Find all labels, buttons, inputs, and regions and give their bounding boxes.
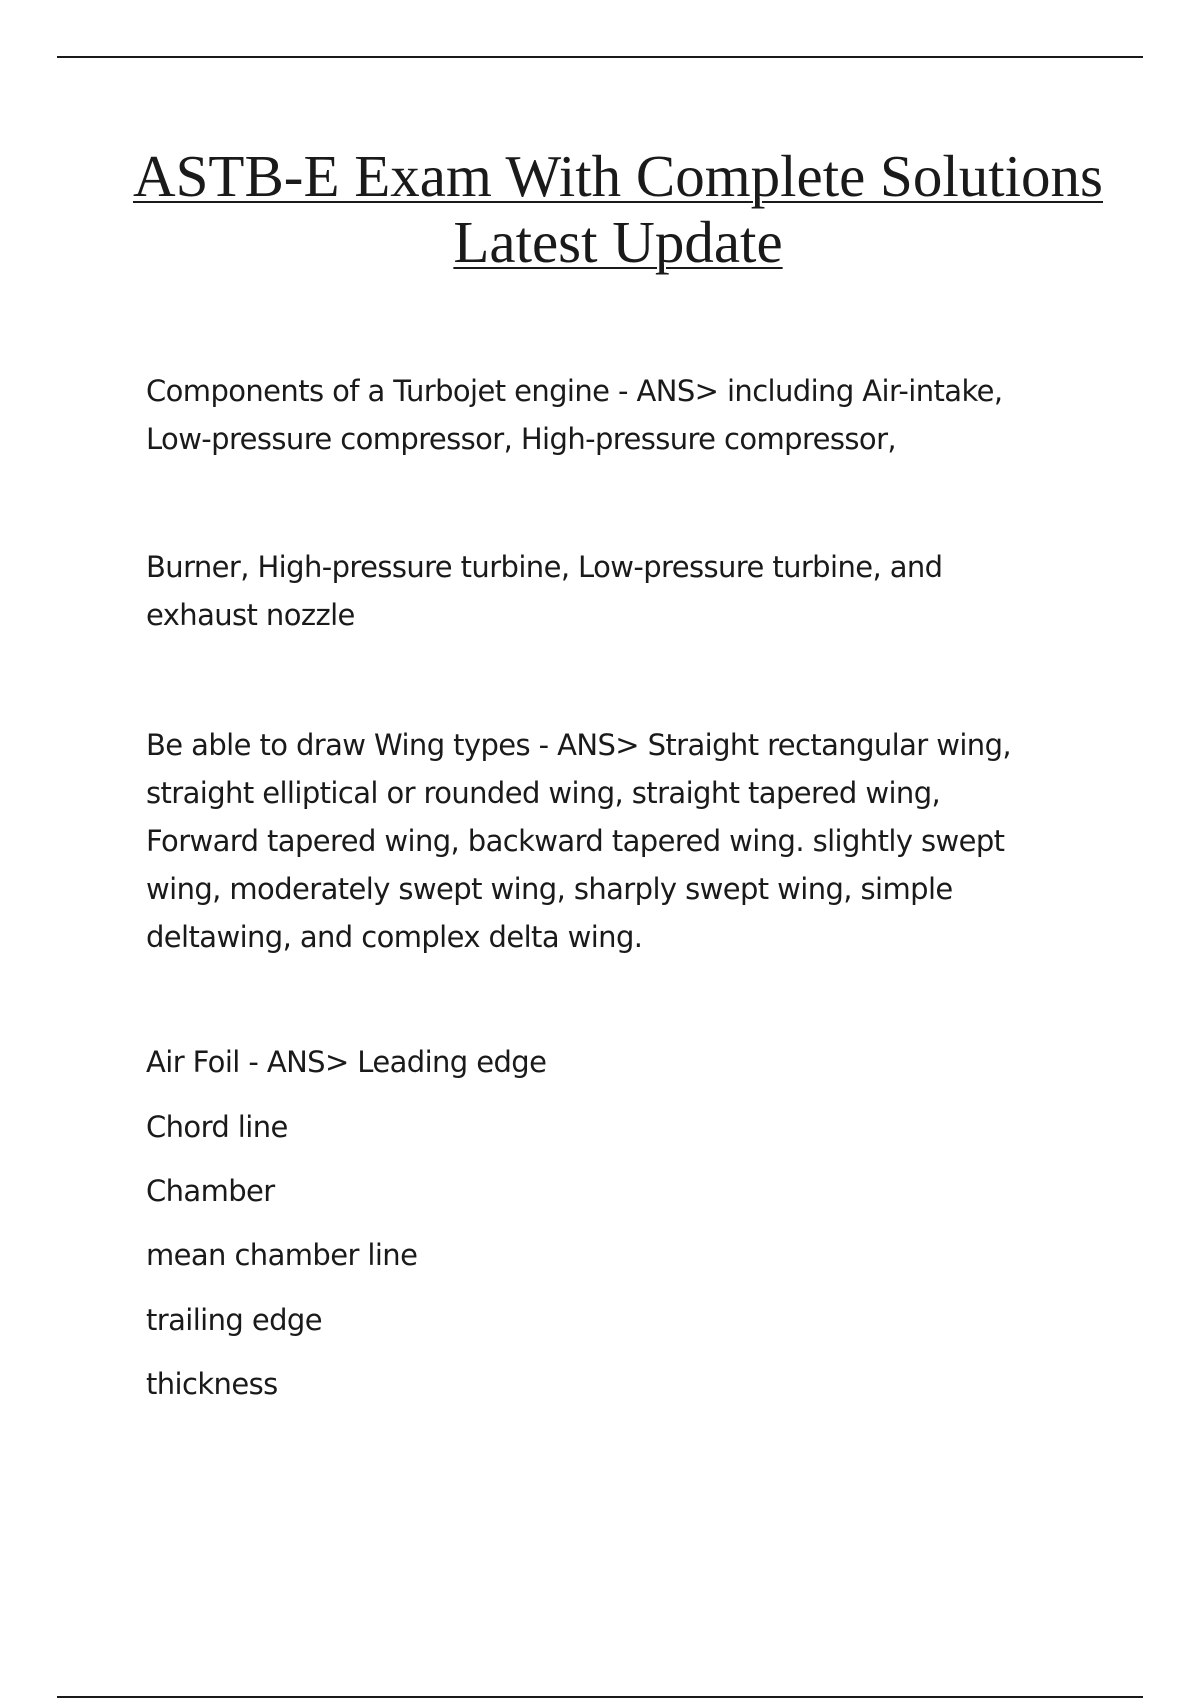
airfoil-line: Air Foil - ANS> Leading edge [146,1045,547,1079]
airfoil-line: thickness [146,1367,278,1401]
paragraph-line: Burner, High-pressure turbine, Low-pressure turbine, and [146,550,943,584]
paragraph-line: straight elliptical or rounded wing, straight tapered wing, [146,776,941,810]
paragraph-line: Components of a Turbojet engine - ANS> including Air-intake, [146,374,1003,408]
bottom-rule [57,1696,1143,1698]
document-body [146,0,1086,1700]
airfoil-line: Chord line [146,1110,288,1144]
airfoil-line: mean chamber line [146,1238,418,1272]
title-line-2: Latest Update [453,209,783,275]
paragraph-line: wing, moderately swept wing, sharply swept wing, simple [146,872,953,906]
title-line-1: ASTB-E Exam With Complete Solutions [132,143,1103,209]
paragraph-line: Forward tapered wing, backward tapered wing. slightly swept [146,824,1005,858]
paragraph-line: deltawing, and complex delta wing. [146,920,643,954]
paragraph-line: Low-pressure compressor, High-pressure compressor, [146,422,897,456]
paragraph-line: Be able to draw Wing types - ANS> Straight rectangular wing, [146,728,1012,762]
paragraph-wing-types [146,721,1086,961]
paragraph-burner [146,543,1086,639]
paragraph-turbojet [146,367,1086,463]
airfoil-line: trailing edge [146,1303,322,1337]
paragraph-line: exhaust nozzle [146,598,355,632]
airfoil-line: Chamber [146,1174,275,1208]
